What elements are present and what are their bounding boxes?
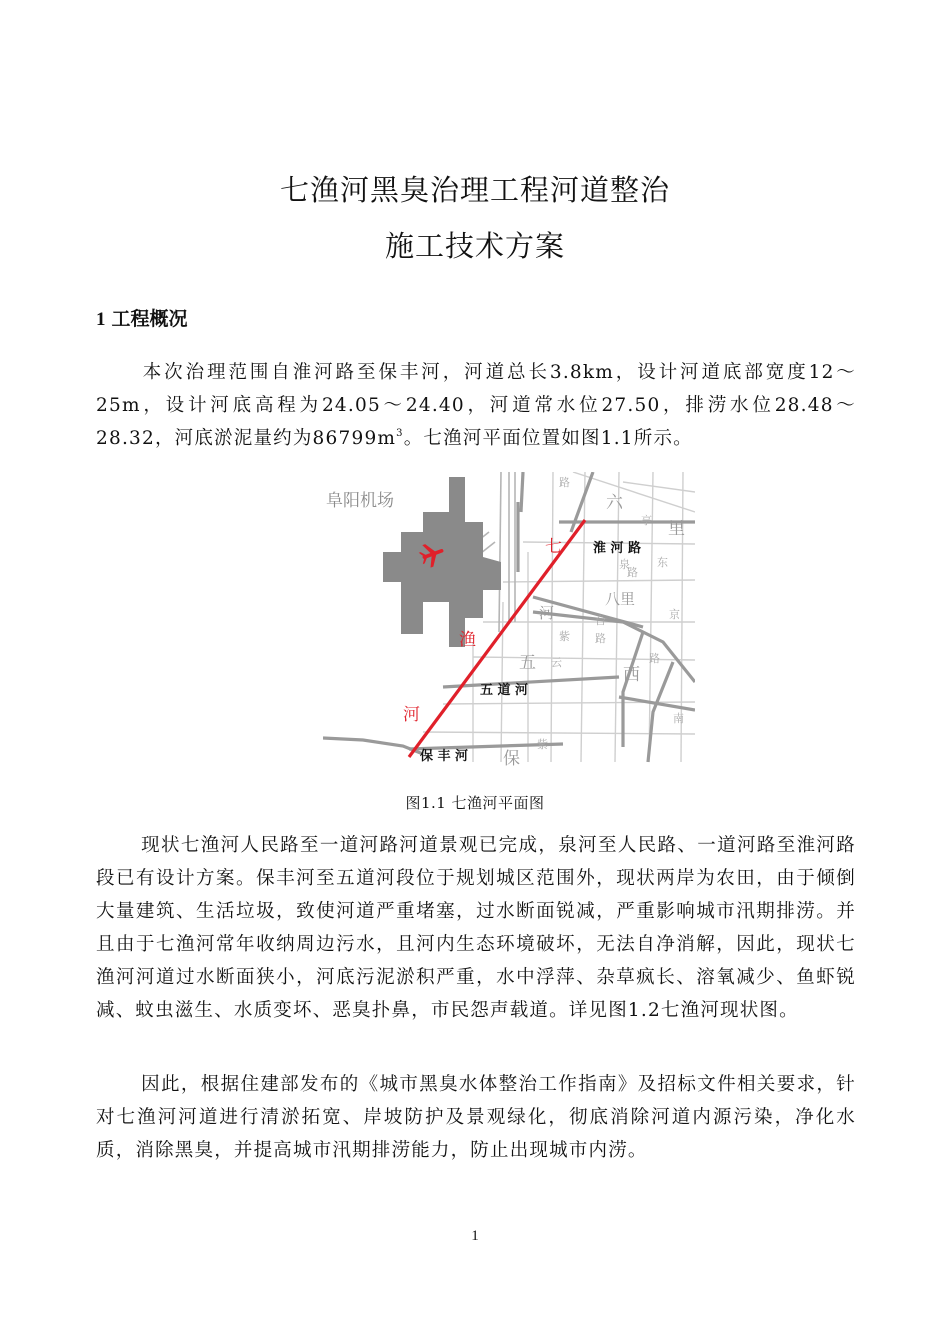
figure-caption: 图1.1 七渔河平面图 bbox=[405, 794, 545, 812]
label-river-char-2: 渔 bbox=[459, 630, 476, 650]
label-lu-3: 路 bbox=[595, 632, 606, 645]
label-tai: 台 bbox=[595, 614, 606, 627]
label-yun: 云 bbox=[551, 656, 562, 669]
paragraph-1-tail: 。七渔河平面位置如图1.1所示。 bbox=[403, 428, 693, 449]
section-number: 1 bbox=[96, 309, 106, 330]
section-heading bbox=[96, 304, 188, 331]
label-zi: 紫 bbox=[559, 630, 570, 643]
label-road-huaihe: 淮 河 路 bbox=[593, 541, 642, 556]
label-liu: 六 bbox=[606, 493, 623, 513]
label-li: 里 bbox=[668, 519, 685, 539]
label-bali: 八里 bbox=[605, 590, 636, 608]
paragraph-2 bbox=[96, 829, 856, 1027]
label-road-wudaohe: 五 道 河 bbox=[480, 683, 529, 698]
label-wu: 五 bbox=[519, 653, 536, 673]
paragraph-3-text: 因此，根据住建部发布的《城市黑臭水体整治工作指南》及招标文件相关要求，针对七渔河河道进行清淤拓宽、岸坡防护及景观绿化，彻底消除河道内源污染，净化水质，消除黑臭，并提高城市汛期排涝能力，防止出现城市内涝。 bbox=[96, 1074, 856, 1161]
label-xi: 西 bbox=[623, 665, 640, 685]
label-lu-4: 路 bbox=[649, 652, 660, 665]
label-quan: 泉 bbox=[619, 558, 630, 571]
label-ting: 亭 bbox=[641, 514, 652, 527]
label-river-char-3: 河 bbox=[403, 705, 420, 725]
superscript-3: 3 bbox=[396, 428, 404, 439]
label-zi-2: 紫 bbox=[537, 738, 548, 751]
label-lu-1: 路 bbox=[559, 476, 570, 489]
paragraph-2-text: 现状七渔河人民路至一道河路河道景观已完成，泉河至人民路、一道河路至淮河路段已有设计方案。保丰河至五道河段位于规划城区范围外，现状两岸为农田，由于倾倒大量建筑、生活垃圾，致使河道严重堵塞，过水断面锐减，严重影响城市汛期排涝。并且由于七渔河常年收纳周边污水，且河内生态环境破坏，无法自净消解，因此，现状七渔河河道过水断面狭小，河底污泥淤积严重，水中浮萍、杂草疯长、溶氧减少、鱼虾锐减、蚊虫滋生、水质变坏、恶臭扑鼻，市民怨声载道。详见图1.2七渔河现状图。 bbox=[96, 835, 856, 1021]
page-number: 1 bbox=[471, 1228, 479, 1244]
label-bao: 保 bbox=[503, 749, 520, 767]
label-jing: 京 bbox=[669, 608, 680, 621]
paragraph-3 bbox=[96, 1068, 856, 1167]
paragraph-1-text: 本次治理范围自淮河路至保丰河，河道总长3.8km，设计河道底部宽度12～25m，设计河底高程为24.05～24.40，河道常水位27.50，排涝水位28.48～28.32，河底淤泥量约为86799m bbox=[96, 362, 856, 449]
label-river-char-1: 七 bbox=[545, 537, 562, 557]
paragraph-1 bbox=[96, 356, 856, 455]
label-he: 河 bbox=[539, 604, 555, 622]
document-title-line1: 七渔河黑臭治理工程河道整治 bbox=[279, 173, 670, 207]
label-nan: 南 bbox=[673, 712, 684, 725]
document-title-line2: 施工技术方案 bbox=[384, 229, 565, 263]
label-road-baofenghe: 保 丰 河 bbox=[420, 749, 469, 764]
label-dong: 东 bbox=[657, 556, 668, 569]
label-lu-2: 路 bbox=[627, 566, 638, 579]
section-title: 工程概况 bbox=[111, 308, 188, 330]
river-location-map bbox=[323, 472, 695, 767]
label-airport: 阜阳机场 bbox=[326, 491, 394, 511]
